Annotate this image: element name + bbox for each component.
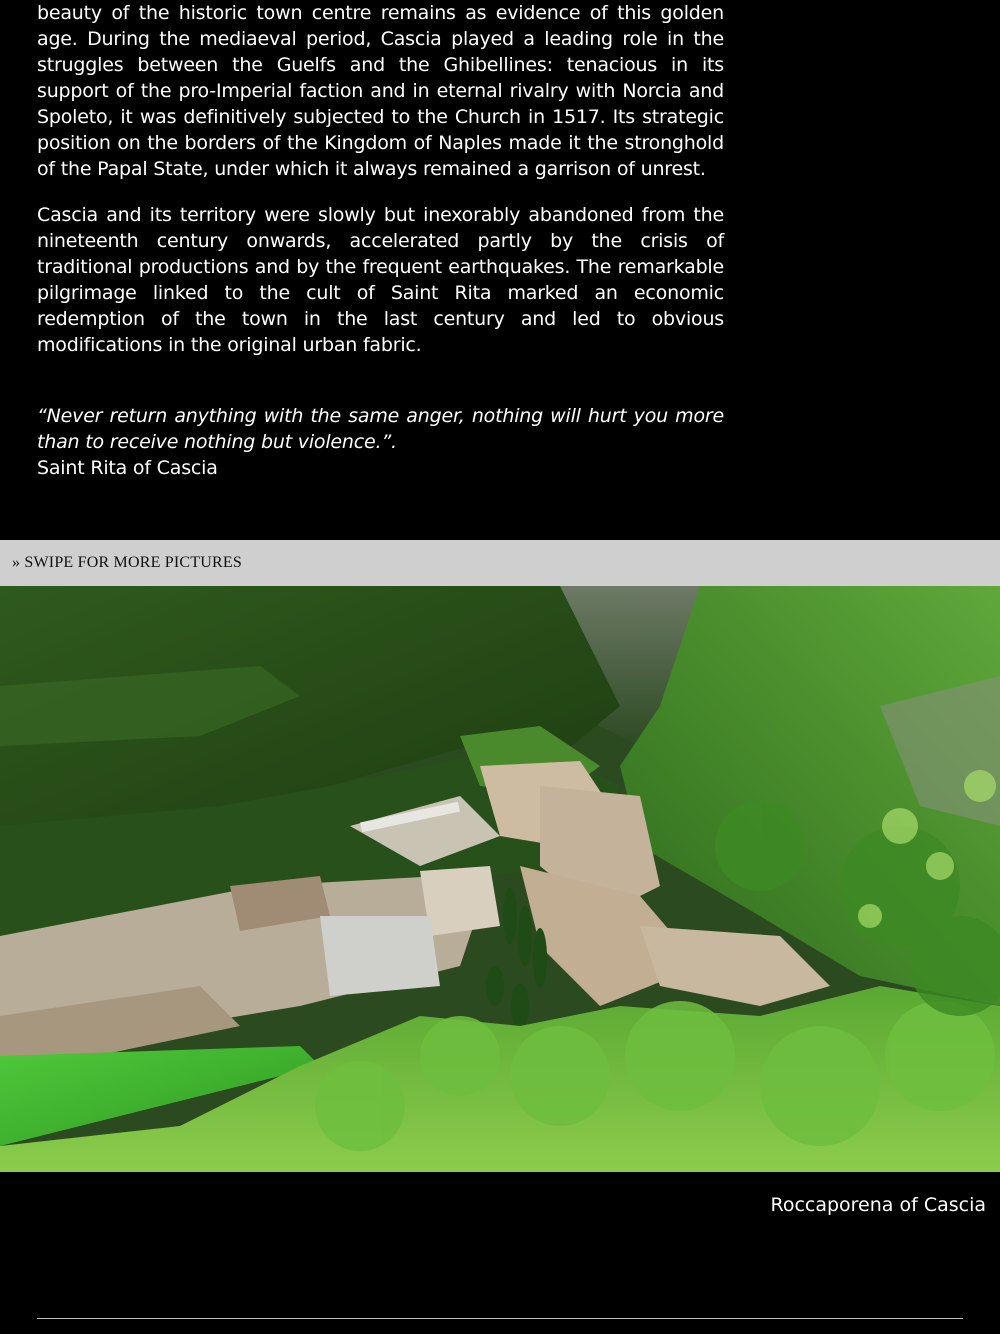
- article-paragraph: beauty of the historic town centre remains as evidence of this golden age. During the mediaeval period, Cascia played a leading role in the struggles between the Guelfs and the Ghibellines: tenacious in its support of the pro-Imperial faction and in eternal rivalry with Norcia and Spoleto, it was definitively subjected to the Church in 1517. Its strategic position on the borders of the Kingdom of Naples made it the stronghold of the Papal State, under which it always remained a garrison of unrest.: [37, 2, 724, 180]
- divider-line: [37, 1318, 963, 1319]
- article-paragraph: Cascia and its territory were slowly but inexorably abandoned from the nineteenth century onwards, accelerated partly by the crisis of traditional productions and by the frequent earthquakes. The remarkable pilgrimage linked to the cult of Saint Rita marked an economic redemption of the town in the last century and led to obvious modifications in the original urban fabric.: [37, 204, 724, 356]
- swipe-label: » SWIPE FOR MORE PICTURES: [12, 554, 242, 571]
- swipe-for-more-pictures-bar[interactable]: [0, 540, 1000, 586]
- gallery-photo[interactable]: [0, 586, 1000, 1172]
- quote-author: Saint Rita of Cascia: [37, 457, 218, 479]
- quote-block: [37, 403, 724, 481]
- photo-caption: Roccaporena of Cascia: [770, 1194, 986, 1216]
- quote-text: “Never return anything with the same anger, nothing will hurt you more than to receive nothing but violence.”.: [37, 405, 724, 453]
- article-body: [37, 0, 724, 358]
- landscape-photo-illustration: [0, 586, 1000, 1172]
